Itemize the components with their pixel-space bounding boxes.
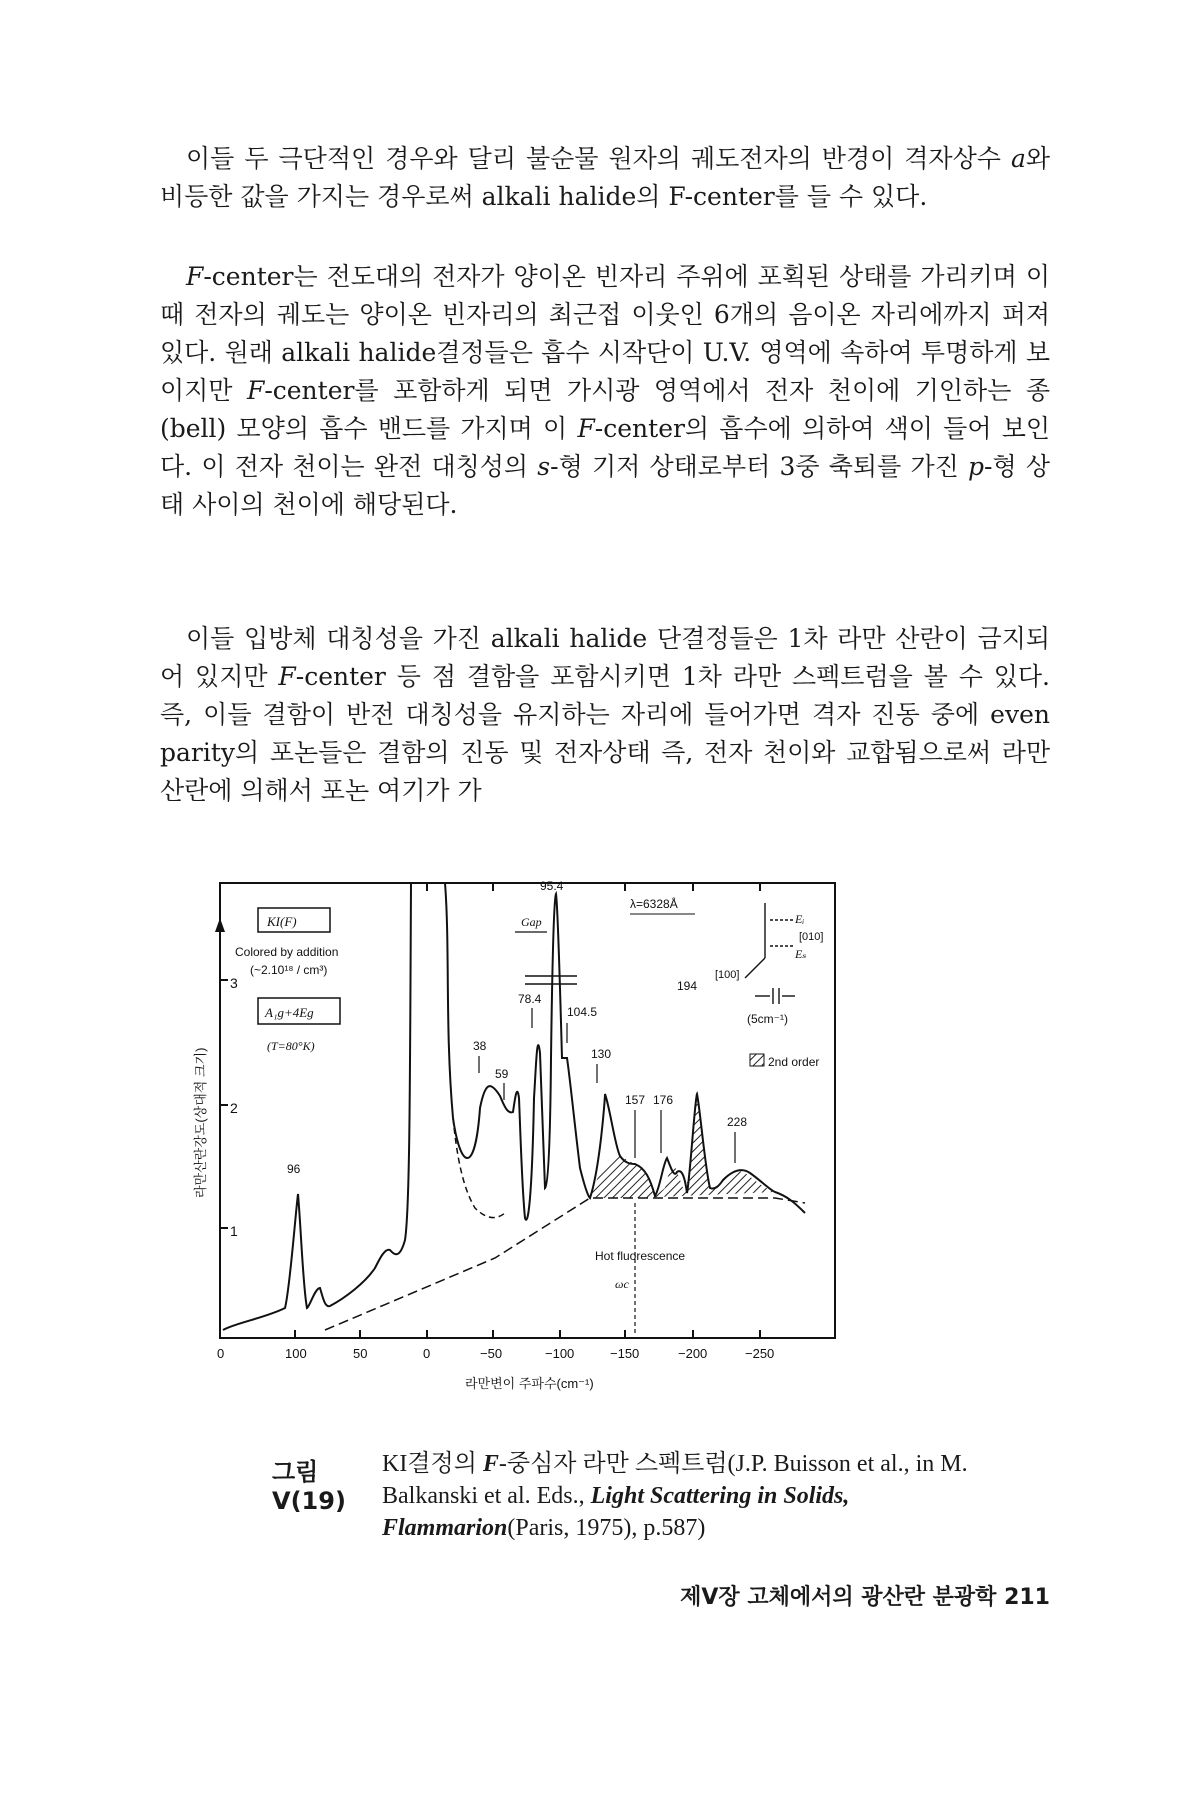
paragraph-text: 이들 입방체 대칭성을 가진 alkali halide 단결정들은 1차 라만 산란이 금지되어 있지만 xyxy=(160,624,1050,691)
raman-spectrum-plot xyxy=(195,868,995,1398)
x-ticks xyxy=(295,883,760,1338)
x-tick-label: −100 xyxy=(545,1346,575,1361)
peak-label: 157 xyxy=(625,1093,646,1107)
paragraph-text: -center 등 점 결함을 포함시키면 1차 라만 스펙트럼을 볼 수 있다. 즉, 이들 결함이 반전 대칭성을 유지하는 자리에 들어가면 격자 진동 중에 even parity의 포논들은 결함의 진동 및 전자상태 즉, 전자 천이와 교합됨으로써 라만 산란에 의해서 포논 여기가 가 xyxy=(160,662,1050,805)
x-tick-label: −250 xyxy=(745,1346,775,1361)
direction-100: [100] xyxy=(715,969,740,981)
paragraph-text: 와 비등한 값을 가지는 경우로써 alkali halide의 F-center를 들 수 있다. xyxy=(160,144,1050,211)
e-s-label: Eₛ xyxy=(795,947,807,961)
paragraph-text: -형 상태 사이의 천이에 해당된다. xyxy=(160,452,1050,519)
caption-italic: F xyxy=(482,1451,499,1477)
omega-c-label: ωc xyxy=(615,1277,629,1291)
hot-fluorescence-label: Hot fluorescence xyxy=(595,1249,686,1263)
y-ticks xyxy=(220,980,228,1228)
figure-caption-label: 그림 V(19) xyxy=(272,1458,346,1515)
paragraph-italic: F xyxy=(278,662,296,691)
peak-label: 228 xyxy=(727,1115,748,1129)
caption-italic: Light Scattering in Solids, Flammarion xyxy=(382,1483,850,1541)
second-order-swatch xyxy=(750,1054,764,1066)
peak-label: 96 xyxy=(287,1162,301,1176)
caption-text: KI결정의 xyxy=(382,1451,483,1477)
gap-label: Gap xyxy=(521,915,542,929)
figure-caption xyxy=(382,1448,1042,1544)
peak-label: 38 xyxy=(473,1039,487,1053)
caption-text: (Paris, 1975), p.587) xyxy=(507,1515,706,1541)
peak-label: 176 xyxy=(653,1093,674,1107)
peak-label: 59 xyxy=(495,1067,509,1081)
y-tick-label: 2 xyxy=(230,1100,238,1116)
caption-text: -중심자 라만 스펙트럼(J.P. Buisson et al., in M. Balkanski et al. Eds., xyxy=(382,1451,968,1509)
paragraph-text: -center를 포함하게 되면 가시광 영역에서 전자 천이에 기인하는 종(bell) 모양의 흡수 밴드를 가지며 이 xyxy=(160,376,1050,443)
peak-label: 95.4 xyxy=(540,879,564,893)
paragraph-text: -center는 전도대의 전자가 양이온 빈자리 주위에 포획된 상태를 가리키며 이때 전자의 궤도는 양이온 빈자리의 최근접 이웃인 6개의 음이온 자리에까지 퍼져 있다. 원래 alkali halide결정들은 흡수 시작단이 U.V. 영역에 속하여 투명하게 보이지만 xyxy=(160,262,1050,405)
x-tick-label: −200 xyxy=(678,1346,708,1361)
x-tick-label: 50 xyxy=(353,1346,368,1361)
running-footer: 제V장 고체에서의 광산란 분광학 211 xyxy=(680,1585,1050,1610)
x-axis-title: 라만변이 주파수(cm⁻¹) xyxy=(465,1376,594,1391)
x-tick-label: 0 xyxy=(423,1346,431,1361)
y-tick-label: 1 xyxy=(230,1223,238,1239)
paragraph-text: -center의 흡수에 의하여 색이 들어 보인다. 이 전자 천이는 완전 대칭성의 xyxy=(160,414,1050,481)
second-order-label: 2nd order xyxy=(768,1055,820,1069)
dashed-shoulder xyxy=(453,1118,505,1218)
concentration: (~2.10¹⁸ / cm³) xyxy=(250,963,328,977)
polarization-diagram xyxy=(745,903,795,978)
paragraph-1 xyxy=(160,140,1050,216)
resolution-mark xyxy=(755,988,795,1004)
y-tick-label: 3 xyxy=(230,975,238,991)
resolution-label: (5cm⁻¹) xyxy=(747,1012,788,1026)
background-line xyxy=(325,1198,805,1330)
paragraph-italic: F xyxy=(246,376,265,405)
paragraph-2 xyxy=(160,258,1050,524)
paragraph-italic: F xyxy=(186,262,204,291)
y-axis-title: 라만산란강도(상대적 크기) xyxy=(193,1047,208,1198)
peak-label: 194 xyxy=(677,979,698,993)
direction-010: [010] xyxy=(799,931,824,943)
paragraph-text: -형 기저 상태로부터 3중 축퇴를 가진 xyxy=(550,452,968,481)
paragraph-italic: p xyxy=(968,452,985,481)
paragraph-text: 이들 두 극단적인 경우와 달리 불순물 원자의 궤도전자의 반경이 격자상수 xyxy=(186,144,1011,173)
paragraph-italic: s xyxy=(537,452,551,481)
peak-label: 78.4 xyxy=(518,992,542,1006)
peak-label: 104.5 xyxy=(567,1005,598,1019)
colored-by-addition: Colored by addition xyxy=(235,945,339,959)
x-tick-label: −50 xyxy=(480,1346,503,1361)
temperature: (T=80°K) xyxy=(267,1039,315,1053)
peak-label: 130 xyxy=(591,1047,612,1061)
wavelength: λ=6328Å xyxy=(630,897,678,911)
gap-break xyxy=(525,976,577,984)
e-i-label: Eᵢ xyxy=(795,912,805,926)
paragraph-3 xyxy=(160,620,1050,810)
x-tick-label: −150 xyxy=(610,1346,640,1361)
paragraph-italic: a xyxy=(1010,144,1026,173)
sample-label: KI(F) xyxy=(267,914,297,929)
paragraph-italic: F xyxy=(577,414,595,443)
raman-spectrum-figure xyxy=(195,868,995,1398)
symmetry-label: A₁g+4Eg xyxy=(265,1005,314,1020)
y-axis-arrowhead xyxy=(215,918,225,932)
x-tick-label: 0 xyxy=(217,1346,225,1361)
x-tick-label: 100 xyxy=(285,1346,307,1361)
